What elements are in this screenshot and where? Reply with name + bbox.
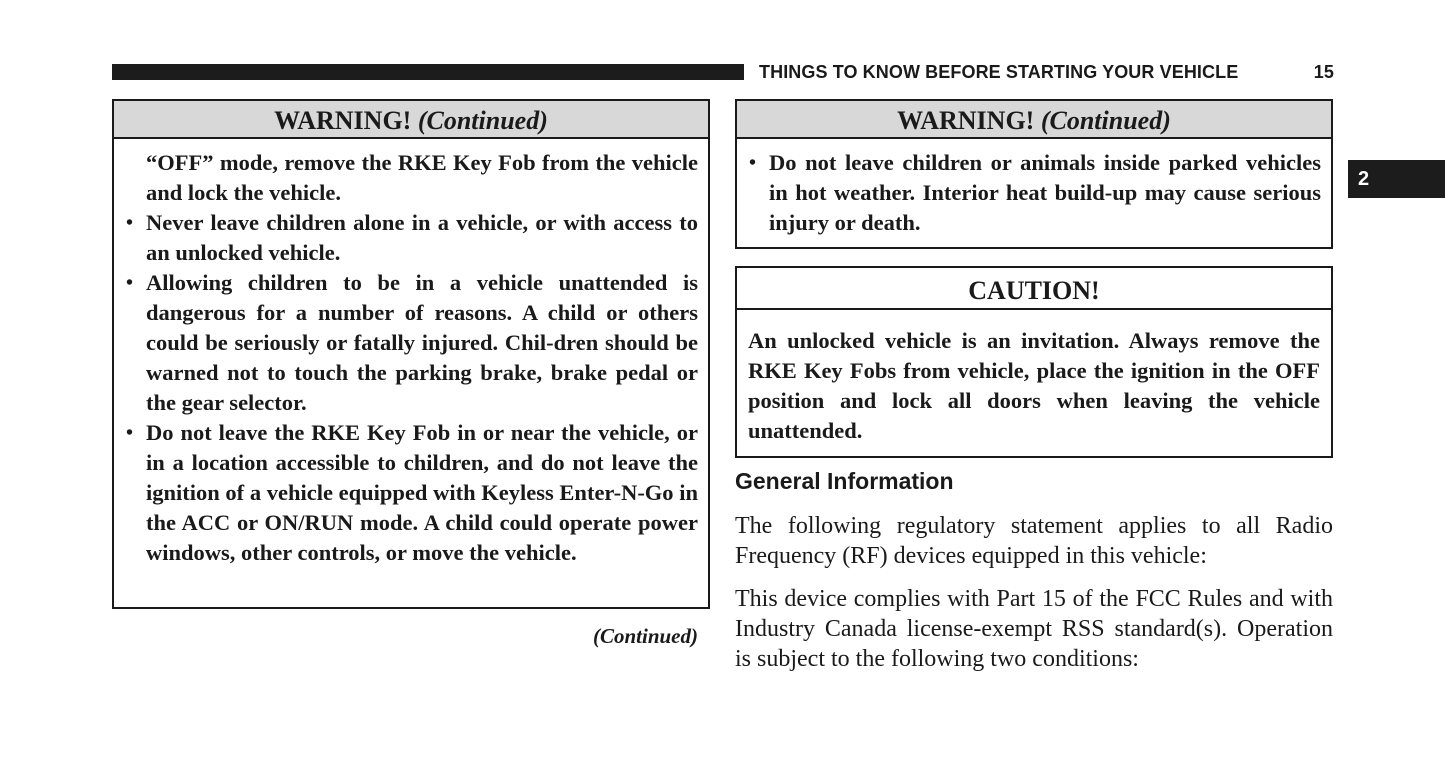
left-warning-box (112, 99, 710, 609)
warning-item: • Do not leave the RKE Key Fob in or near the vehicle, or in a location accessible to children, and do not leave the ignition of a vehicle equipped with Keyless Enter-N-Go in the ACC or ON/RUN mode. A child could operate power windows, other controls, or move the vehicle. (114, 418, 698, 568)
body-paragraph: The following regulatory statement applies to all Radio Frequency (RF) devices equipped in this vehicle: (735, 513, 1333, 569)
warning-intro: “OFF” mode, remove the RKE Key Fob from the vehicle and lock the vehicle. (146, 150, 698, 205)
right-warning-body (737, 139, 1331, 238)
header-rule (112, 64, 744, 80)
caution-body (737, 310, 1331, 446)
warning-title: WARNING! (274, 106, 412, 135)
warning-item: • Allowing children to be in a vehicle unattended is dangerous for a number of reasons. A child or others could be seriously or fatally injured. Chil-dren should be warned not to touch the parking brake, brake pedal or the gear selector. (114, 268, 698, 418)
running-header (759, 60, 1334, 84)
warning-list (114, 208, 698, 568)
warning-item: • Do not leave children or animals inside parked vehicles in hot weather. Interior heat build-up may cause serious injury or death. (737, 148, 1321, 238)
warning-list (737, 148, 1321, 238)
left-warning-body (114, 139, 708, 568)
caution-box (735, 266, 1333, 458)
right-warning-box (735, 99, 1333, 249)
warning-continued-label: (Continued) (1040, 106, 1171, 135)
section-heading: General Information (735, 468, 954, 494)
warning-continued-label: (Continued) (417, 106, 548, 135)
caution-header (737, 268, 1331, 310)
chapter-tab: 2 (1348, 160, 1445, 198)
continued-note: (Continued) (592, 624, 698, 648)
body-paragraph: This device complies with Part 15 of the FCC Rules and with Industry Canada license-exempt RSS standard(s). Operation is subject to the following two conditions: (735, 586, 1333, 672)
left-warning-header (114, 101, 708, 139)
section-title: THINGS TO KNOW BEFORE STARTING YOUR VEHICLE (759, 61, 1239, 82)
right-warning-header (737, 101, 1331, 139)
page-number: 15 (1313, 61, 1334, 82)
caution-title: CAUTION! (968, 276, 1100, 305)
caution-text: An unlocked vehicle is an invitation. Always remove the RKE Key Fobs from vehicle, place the ignition in the OFF position and lock all doors when leaving the vehicle unattended. (748, 328, 1320, 443)
warning-item: • Never leave children alone in a vehicle, or with access to an unlocked vehicle. (114, 208, 698, 268)
warning-title: WARNING! (897, 106, 1035, 135)
